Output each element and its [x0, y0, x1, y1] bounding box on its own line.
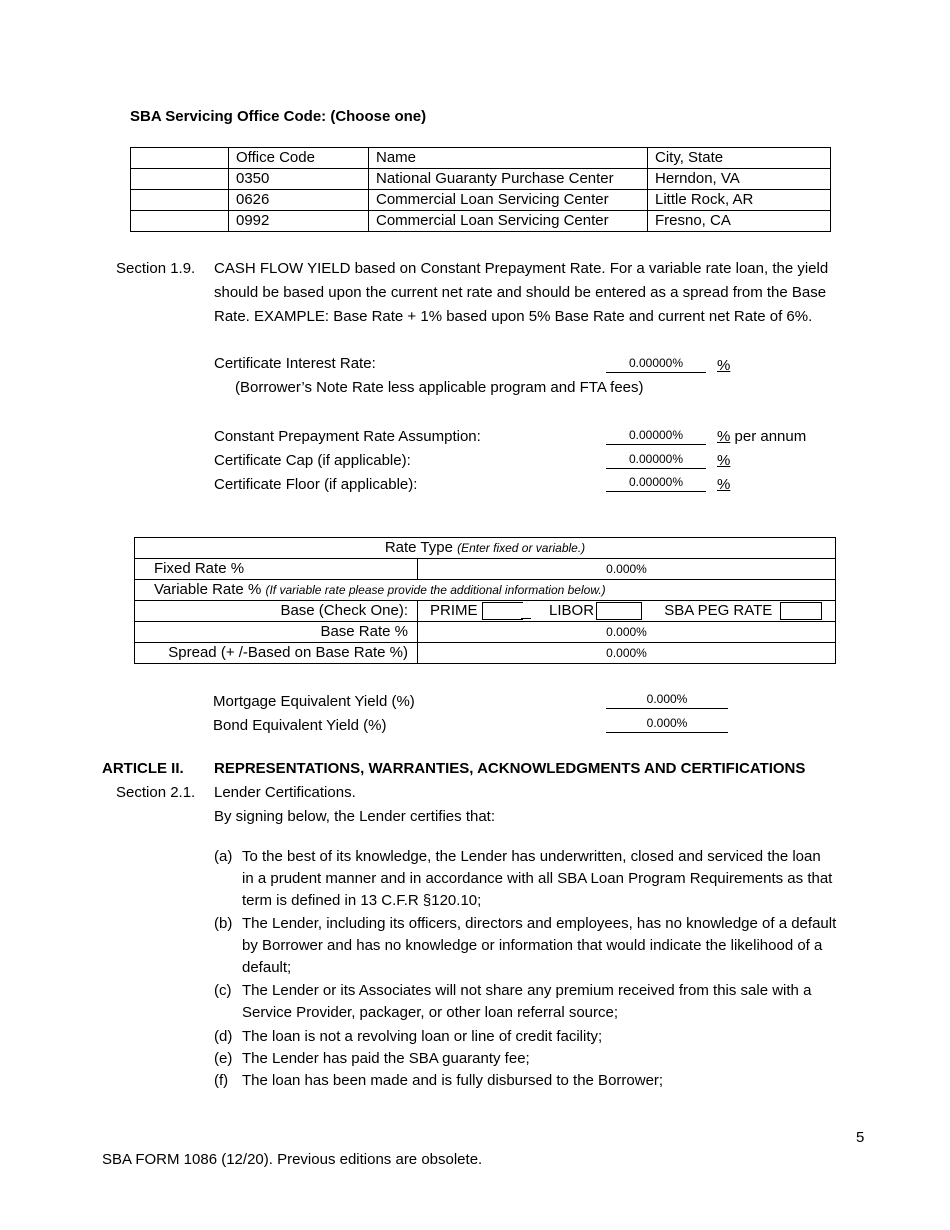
office-city-cell: Herndon, VA	[648, 169, 831, 190]
table-header-cell: Name	[369, 148, 648, 169]
cert-rate-unit: %	[717, 357, 731, 374]
list-item-line: term is defined in 13 C.F.R §120.10;	[242, 892, 482, 909]
table-row	[131, 211, 831, 232]
list-item-line: To the best of its knowledge, the Lender has underwritten, closed and serviced the loan	[242, 848, 821, 865]
cpr-field[interactable]: 0.00000%	[606, 427, 706, 445]
office-select-cell[interactable]	[131, 190, 229, 211]
sba-peg-option-label: SBA PEG RATE	[664, 602, 773, 619]
list-item-label: (a)	[214, 848, 233, 865]
office-name-cell: Commercial Loan Servicing Center	[369, 211, 648, 232]
section-2-1-intro: By signing below, the Lender certifies that:	[214, 808, 496, 825]
prime-checkbox-tail	[521, 604, 531, 619]
base-rate-row	[135, 622, 836, 643]
fixed-rate-row	[135, 559, 836, 580]
list-item-label: (b)	[214, 915, 233, 932]
list-item	[214, 913, 874, 979]
table-row	[131, 169, 831, 190]
section-1-9-line-3: Rate. EXAMPLE: Base Rate + 1% based upon 5% Base Rate and current net Rate of 6%.	[214, 308, 813, 325]
cap-field[interactable]: 0.00000%	[606, 451, 706, 469]
prime-checkbox[interactable]	[482, 602, 523, 620]
office-city-cell: Fresno, CA	[648, 211, 831, 232]
list-item	[214, 980, 874, 1024]
rate-type-title-cell	[135, 538, 836, 559]
cert-rate-label: Certificate Interest Rate:	[214, 355, 376, 372]
mey-label: Mortgage Equivalent Yield (%)	[213, 693, 415, 710]
office-code-heading: SBA Servicing Office Code: (Choose one)	[130, 108, 427, 125]
spread-row	[135, 643, 836, 664]
list-item-label: (c)	[214, 982, 232, 999]
floor-unit: %	[717, 476, 731, 493]
spread-field[interactable]: 0.000%	[418, 643, 836, 664]
list-item	[214, 1070, 874, 1092]
office-name-cell: National Guaranty Purchase Center	[369, 169, 648, 190]
table-header-cell: City, State	[648, 148, 831, 169]
list-item-label: (d)	[214, 1028, 233, 1045]
list-item-line: default;	[242, 959, 292, 976]
variable-rate-row	[135, 580, 836, 601]
bey-field[interactable]: 0.000%	[606, 715, 728, 733]
cpr-unit-symbol: %	[717, 428, 731, 445]
list-item	[214, 846, 874, 912]
variable-rate-note: (If variable rate please provide the additional information below.)	[265, 583, 606, 597]
base-row	[135, 601, 836, 622]
base-rate-field[interactable]: 0.000%	[418, 622, 836, 643]
form-footer-text: SBA FORM 1086 (12/20). Previous editions are obsolete.	[102, 1151, 483, 1168]
fixed-rate-field[interactable]: 0.000%	[418, 559, 836, 580]
article-2-label: ARTICLE II.	[102, 760, 184, 777]
section-1-9-line-2: should be based upon the current net rate and should be entered as a spread from the Base	[214, 284, 827, 301]
list-item-line: The Lender or its Associates will not share any premium received from this sale with a	[242, 982, 812, 999]
fixed-rate-label: Fixed Rate %	[135, 559, 418, 580]
section-1-9-label: Section 1.9.	[116, 260, 196, 277]
cap-label: Certificate Cap (if applicable):	[214, 452, 411, 469]
libor-checkbox[interactable]	[596, 602, 642, 620]
rate-type-title: Rate Type	[384, 539, 453, 556]
list-item-label: (e)	[214, 1050, 233, 1067]
section-2-1-title: Lender Certifications.	[214, 784, 356, 801]
cpr-unit-suffix: per annum	[730, 428, 807, 445]
list-item-line: by Borrower and has no knowledge or information that would indicate the likelihood of a	[242, 937, 823, 954]
office-code-cell: 0626	[229, 190, 369, 211]
office-code-cell: 0992	[229, 211, 369, 232]
mey-field[interactable]: 0.000%	[606, 691, 728, 709]
office-code-cell: 0350	[229, 169, 369, 190]
list-item-line: The Lender has paid the SBA guaranty fee;	[242, 1050, 530, 1067]
list-item-line: in a prudent manner and in accordance with all SBA Loan Program Requirements as that	[242, 870, 833, 887]
cpr-label: Constant Prepayment Rate Assumption:	[214, 428, 481, 445]
base-options-cell	[418, 601, 836, 622]
bey-label: Bond Equivalent Yield (%)	[213, 717, 387, 734]
list-item	[214, 1048, 874, 1070]
page-number: 5	[856, 1129, 865, 1146]
table-row	[131, 190, 831, 211]
base-label: Base (Check One):	[135, 601, 418, 622]
cap-unit: %	[717, 452, 731, 469]
rate-type-table	[134, 537, 836, 664]
rate-type-note: (Enter fixed or variable.)	[457, 541, 586, 555]
floor-field[interactable]: 0.00000%	[606, 474, 706, 492]
list-item	[214, 1026, 874, 1048]
office-name-cell: Commercial Loan Servicing Center	[369, 190, 648, 211]
cert-rate-field[interactable]: 0.00000%	[606, 355, 706, 373]
office-city-cell: Little Rock, AR	[648, 190, 831, 211]
list-item-line: The Lender, including its officers, directors and employees, has no knowledge of a default	[242, 915, 837, 932]
section-1-9-line-1: CASH FLOW YIELD based on Constant Prepayment Rate. For a variable rate loan, the yield	[214, 260, 829, 277]
office-code-table	[130, 147, 831, 232]
cpr-unit	[717, 428, 806, 445]
article-2-title: REPRESENTATIONS, WARRANTIES, ACKNOWLEDGMENTS AND CERTIFICATIONS	[214, 760, 806, 777]
floor-label: Certificate Floor (if applicable):	[214, 476, 418, 493]
sba-peg-checkbox[interactable]	[780, 602, 822, 620]
section-2-1-label: Section 2.1.	[116, 784, 196, 801]
variable-rate-label: Variable Rate %	[154, 581, 262, 598]
list-item-line: Service Provider, packager, or other loan referral source;	[242, 1004, 619, 1021]
variable-rate-cell	[135, 580, 836, 601]
list-item-line: The loan has been made and is fully disbursed to the Borrower;	[242, 1072, 664, 1089]
table-header-cell: Office Code	[229, 148, 369, 169]
cert-rate-note: (Borrower’s Note Rate less applicable program and FTA fees)	[235, 379, 644, 396]
rate-type-title-row	[135, 538, 836, 559]
prime-option-label: PRIME	[430, 602, 478, 619]
table-header-row	[131, 148, 831, 169]
list-item-label: (f)	[214, 1072, 229, 1089]
office-select-cell[interactable]	[131, 169, 229, 190]
spread-label: Spread (+ /-Based on Base Rate %)	[135, 643, 418, 664]
table-header-cell	[131, 148, 229, 169]
libor-option-label: LIBOR	[549, 602, 595, 619]
base-rate-label: Base Rate %	[135, 622, 418, 643]
list-item-line: The loan is not a revolving loan or line of credit facility;	[242, 1028, 603, 1045]
office-select-cell[interactable]	[131, 211, 229, 232]
